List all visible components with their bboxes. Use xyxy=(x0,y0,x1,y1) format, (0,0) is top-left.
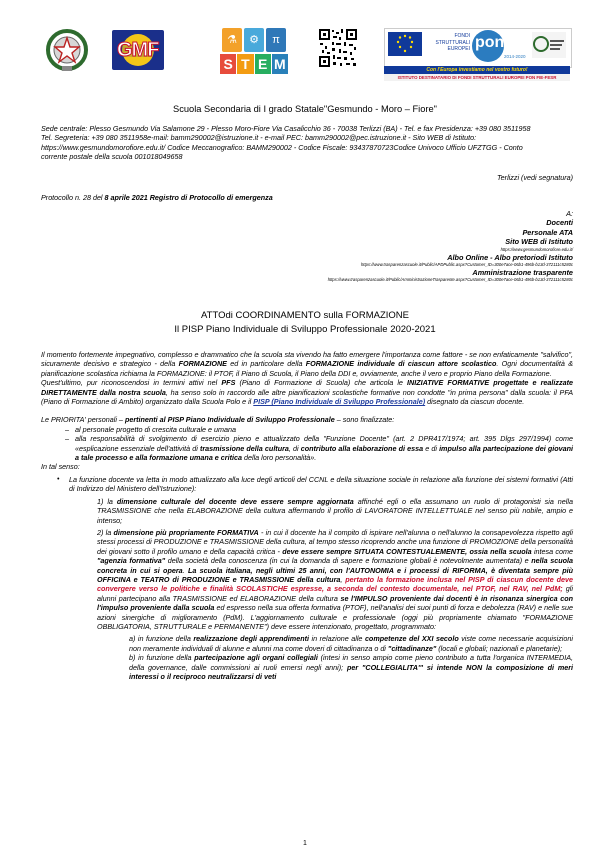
list-item: – alla responsabilità di svolgimento di esercizio pieno e attualizzato della "Funzione Docente" (art. 2 DPR417/1974; art. 395 Dlgs 297/1994) come «esplicazione essenziale dell'attività di trasmissione della cultura, di contributo alla elaborazione di essa e di impulso alla partecipazione dei giovani a tale processo e alla formazione umana e critica della loro personalità». xyxy=(65,434,573,462)
eu-pon-banner xyxy=(384,28,570,80)
recipient-sito-url[interactable]: https://www.gesmundomorofiore.edu.it/ xyxy=(500,246,573,252)
recipient-amm: Amministrazione trasparente xyxy=(472,268,573,278)
recipients xyxy=(328,209,573,283)
priority-list xyxy=(65,425,573,463)
gmf-logo xyxy=(112,30,164,70)
sub-item-b: b) in funzione della partecipazione agli organi collegiali (intesi in senso ampio come pieno contributo a tutta l'organica INTERMEDIA, della governance, dalle commissioni ai ruoli emersi negli anni); per "COLLEGIALITA'" si intende NON la composizione di meri interessi o il reciproco neutralizzarsi di veti xyxy=(129,653,573,681)
header-info xyxy=(41,124,573,162)
doc-title: ATTOdi COORDINAMENTO sulla FORMAZIONE xyxy=(201,310,409,321)
header-info-line: Tel. Segreteria: +39 080 3511958e-mail: bamm290002@istruzione.it - e-mail PEC: bamm290002@pec.istruzione.it - Sito WEB di Istituto: xyxy=(41,133,477,143)
recipient-ata: Personale ATA xyxy=(522,227,573,237)
protocol-suffix: Registro di Protocollo di emergenza xyxy=(147,193,273,202)
body xyxy=(41,350,573,681)
eu-flag-icon xyxy=(388,32,422,56)
stem-letter-s: S xyxy=(220,54,236,74)
recipient-albo-url[interactable]: https://www.trasparenzascuole.it/Public/APDPublic.aspx?Customer_ID=300e7ace-06b1-496b-b13d-372111c5280c xyxy=(360,262,573,268)
recipients-a: A: xyxy=(566,209,573,218)
republic-emblem-logo xyxy=(44,26,90,79)
in-tal-senso: In tal senso: xyxy=(41,462,80,472)
stem-logo xyxy=(218,28,290,76)
pon-logo-text: pon xyxy=(475,34,505,51)
bullet-main: • La funzione docente va letta in modo attualizzato alla luce degli articoli del CCNL e della situazione sociale in relazione alla funzione dei sistemi formativi (Atti di Indirizzo del Ministero dell'Istruzione): xyxy=(55,475,573,494)
recipient-albo: Albo Online - Albo pretoriodi Istituto xyxy=(447,252,573,262)
paragraph-3: Le PRIORITA' personali – pertinenti al PISP Piano Individuale di Sviluppo Professionale – sono finalizzate: xyxy=(41,415,395,425)
eu-fondi-text: FONDI STRUTTURALI EUROPEI xyxy=(435,33,470,52)
item-1: 1) la dimensione culturale del docente deve essere sempre aggiornata affinché egli o ella assumano un ruolo di protagonisti sia nella TRASMISSIONE che nella ELABORAZIONE della cultura affermando il profilo di LAVORATORE INTELLETTUALE nel senso più nobile, ampio e intenso; xyxy=(97,496,573,525)
pon-years: 2014-2020 xyxy=(504,54,526,59)
pisp-link[interactable]: PISP (Piano Individuale di Sviluppo Professionale) xyxy=(253,397,426,407)
header-info-line: Sede centrale: Plesso Gesmundo Via Salamone 29 - Plesso Moro-Fiore Via Casalicchio 36 - 70038 Terlizzi (BA) - Tel. e fax Presidenza: +39 080 3511958 xyxy=(41,124,531,133)
header-info-line: https://www.gesmundomorofiore.edu.it/ Codice Meccanografico: BAMM290002 - Codice Fiscale: 93437870723Codice Univoco Ufficio UFZTGG - Conto xyxy=(41,142,523,152)
science-icons: ⚗ ⚙ π xyxy=(222,28,286,52)
paragraph-2: Quest'ultimo, pur riconoscendosi in termini attivi nel PFS (Piano di Formazione di Scuola) che articola le INIZIATIVE FORMATIVE progettate e realizzate DIRETTAMENTE dalla nostra scuola, ha senso solo in raccordo alle altre pianificazioni scolastiche formative non condotte "in prima persona" dalla scuola: il PFA (Piano di Formazione di Ambito) organizzato dalla Scuola Polo e il PISP (Piano Individuale di Sviluppo Professionale) disegnato da ciascun docente. xyxy=(41,378,573,407)
recipient-docenti: Docenti xyxy=(546,218,573,228)
stem-letter-m: M xyxy=(272,54,288,74)
item-2: 2) la dimensione più propriamente FORMATIVA - in cui il docente ha il compito di ispirare nell'alunna o nell'alunno la consapevolezza rispetto agli stessi processi di PRODUZIONE e TRASMISSIONE della cultura, al tempo stesso ricoprendo anche una funzione di PROMOZIONE della personalità dei giovani sotto il profilo umano e della capacità critica - deve essere sempre SITUATA CONTESTUALEMENTE, ossia nella scuola intesa come "agenzia formativa" della società della conoscenza (in cui la domanda di sapere e formazione globali è notevolmente aumentata) e nella scuola concreta in cui si opera. La scuola italiana, negli ultimi 25 anni, con l'AUTONOMIA e i processi di RIFORMA, è diventata sempre più OFFICINA e TEATRO di PRODUZIONE e TRASMISSIONE della cultura, pertanto la formazione inclusa nel PISP di ciascun docente deve convergere verso le politiche e finalità SCOLASTICHE espresse, a seconda del contesto documentale, nel PTOF, nel RAV, nel PdM; gli alunni partecipano alla TRASMISSIONE ed ELABORAZIONE della cultura se l'IMPULSO proveniente dai docenti è in risonanza sinergica con l'impulso proveniente dalla scuola ed espresso nella sua offerta formativa (PTOF), nell'analisi dei suoi punti di forza e debolezza (RAV) e nelle sue azioni sinergiche di miglioramento (PdM). L'aggiornamento culturale e professionale (oggi più propriamente chiamato "FORMAZIONE OBBLIGATORIA, STRUTTURALE e PERMANENTE") deve essere intenzionato, progettato, programmato: xyxy=(97,527,574,631)
miur-logo xyxy=(532,32,566,58)
recipient-amm-url[interactable]: https://www.trasparenzascuole.it/Public/AmministrazioneTrasparente.aspx?Customer_ID=300e7ace-06b1-496b-b13d-372111c5280c xyxy=(327,277,573,283)
school-title: Scuola Secondaria di I grado Statale"Gesmundo - Moro – Fiore" xyxy=(173,104,437,114)
page-number: 1 xyxy=(303,840,307,847)
sub-item-a: a) in funzione della realizzazione degli apprendimenti in relazione alle competenze del XXI secolo viste come necessarie acquisizioni non meramente individuali di alunne e alunni ma come doveri di cittadinanza o di "cittadinanze" (locali e globali; nazionali e planetarie); xyxy=(129,634,573,653)
stem-letter-t: T xyxy=(237,54,253,74)
paragraph-1: Il momento fortemente impegnativo, complesso e drammatico che la scuola sta vivendo ha fatto emergere l'importanza come fattore - se non enfaticamente "salvifico", sicuramente decisivo e strategico - della FORMAZIONE ed in particolare della FORMAZIONE individuale di ciascun attore scolastico. Ogni documentalità & pianificazione scolastica richiama la FORMAZIONE: il PTOF, il Piano di Scuola, il Piano della DDI e, ovviamente, anche il vero e proprio Piano della Formazione. xyxy=(41,350,573,378)
eu-subtitle: ISTITUTO DESTINATARIO DI FONDI STRUTTURALI EUROPEI PON FIE-FESR xyxy=(384,74,570,81)
header-info-line: corrente postale della scuola 001018049658 xyxy=(41,152,183,162)
protocol-prefix: Protocollo n. 28 del xyxy=(41,193,105,202)
pon-logo xyxy=(472,30,504,62)
gmf-logo-text: GMF xyxy=(117,39,159,61)
list-item: – al personale progetto di crescita culturale e umana xyxy=(65,425,573,434)
recipient-sito: Sito WEB di Istituto xyxy=(505,237,573,247)
protocol-date: 8 aprile 2021 xyxy=(104,193,148,202)
eu-tagline: Con l'Europa investiamo nel vostro futuro! xyxy=(384,66,570,74)
qr-code-icon xyxy=(318,28,358,73)
doc-subtitle: Il PISP Piano Individuale di Sviluppo Professionale 2020-2021 xyxy=(174,324,436,335)
place-date: Terlizzi (vedi segnatura) xyxy=(496,173,573,182)
protocol-line xyxy=(41,193,273,202)
stem-letter-e: E xyxy=(255,54,271,74)
